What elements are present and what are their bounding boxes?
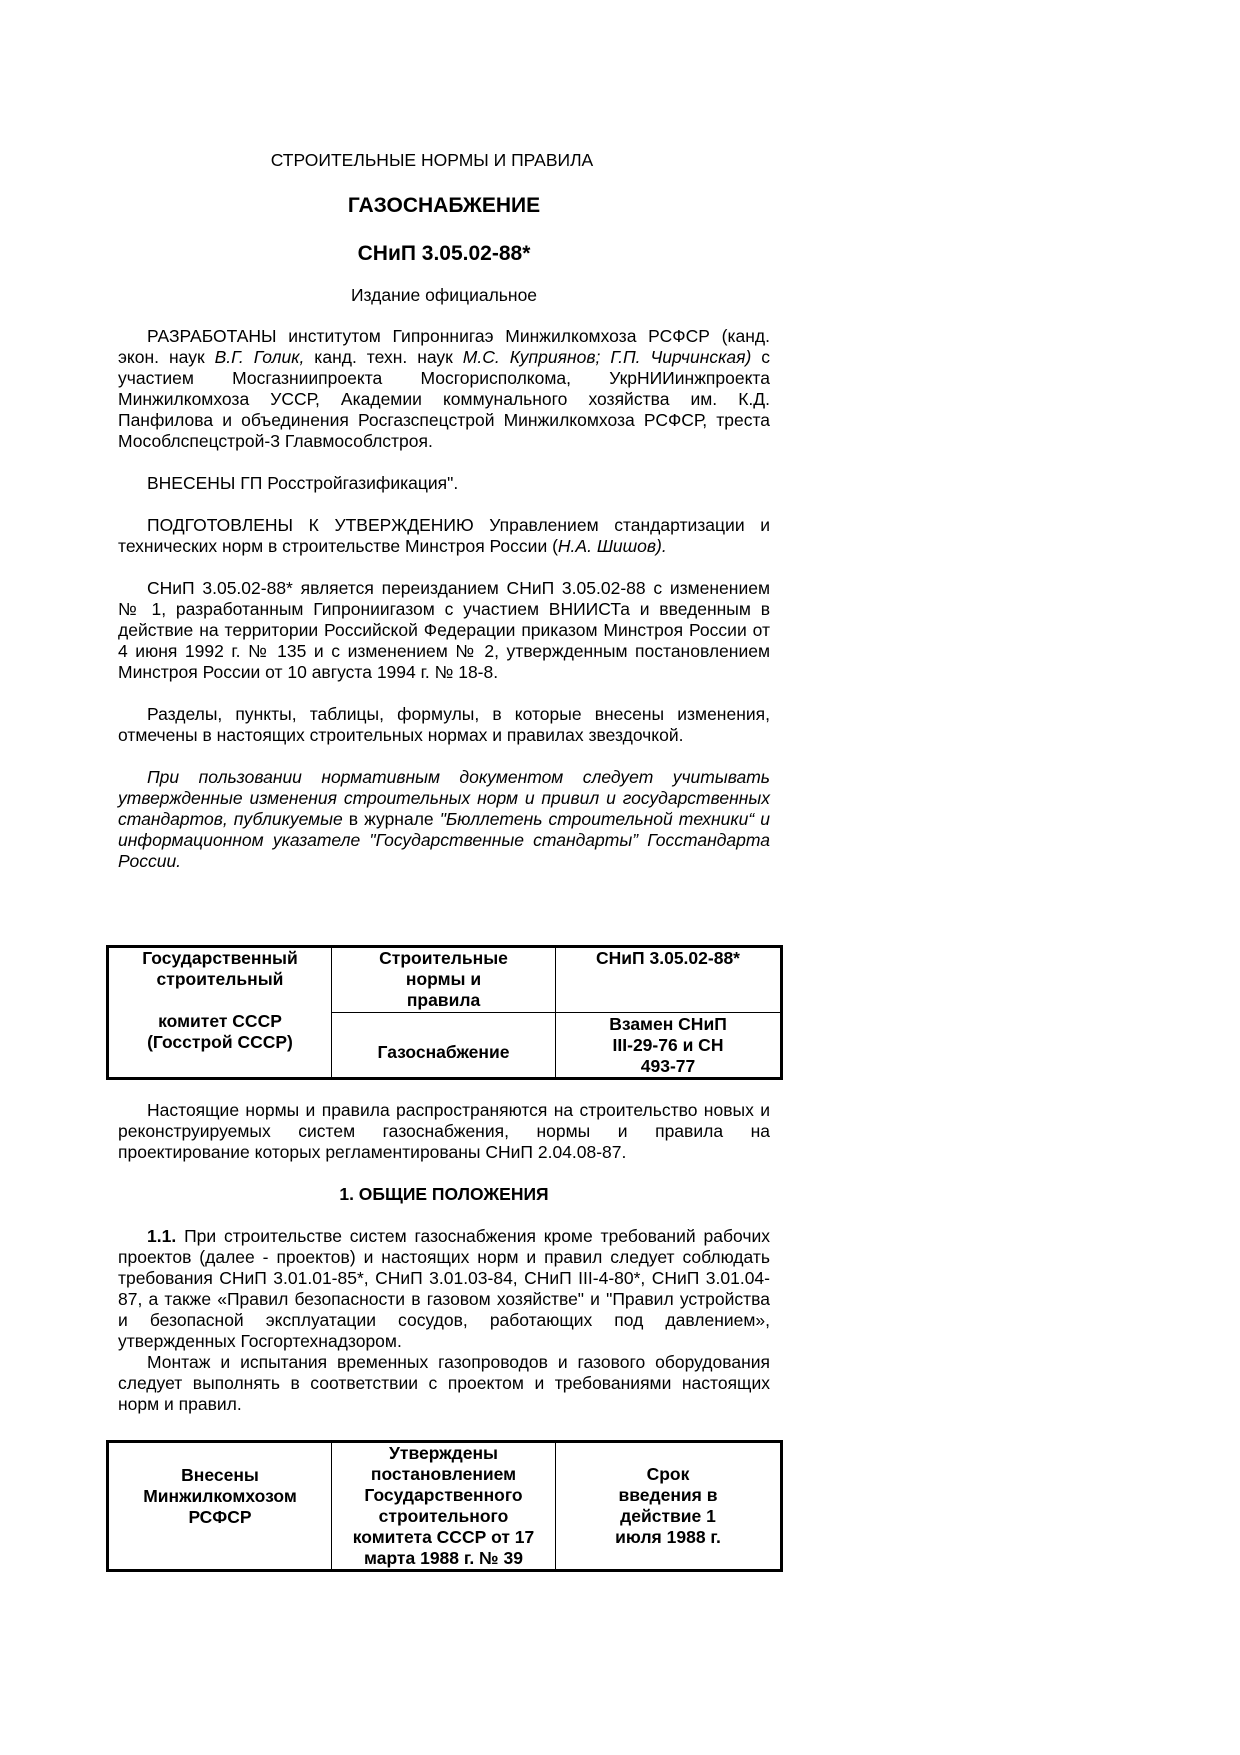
effective-date-text: Срок введения в действие 1 июля 1988 г. — [615, 1464, 721, 1547]
edition-note: Издание официальное — [350, 285, 538, 305]
clause-number: 1.1. — [147, 1226, 177, 1246]
sections-paragraph: Разделы, пункты, таблицы, формулы, в которые внесены изменения, отмечены в настоящих строительных нормах и правилах звездочкой. — [118, 704, 770, 745]
document-code: СНиП 3.05.02-88* — [357, 242, 531, 265]
preparer-name: Н.А. Шишов). — [557, 536, 667, 556]
prepared-paragraph — [118, 515, 770, 557]
prepared-lead: ПОДГОТОВЛЕНЫ К УТВЕРЖДЕНИЮ Управлением стандартизации и технических норм в строительстве Минстроя России ( — [118, 515, 770, 556]
scope-paragraph: Настоящие нормы и правила распространяются на строительство новых и реконструируемых систем газоснабжения, нормы и правила на проектирование которых регламентированы СНиП 2.04.08-87. — [118, 1100, 770, 1162]
issuer-cell-top: Государственный строительный — [142, 948, 298, 989]
document-title: ГАЗОСНАБЖЕНИЕ — [347, 194, 541, 217]
developed-lead: РАЗРАБОТАНЫ институтом Гипроннигаэ Минжилкомхоза РСФСР (канд. экон. наук — [118, 326, 770, 367]
developed-tail: с участием Мосгазниипроекта Мосгорисполкома, УкрНИИинжпроекта Минжилкомхоза УССР, Академии коммунального хозяйства им. К.Д. Панфилова и объединения Росгазспецстрой Минжилкомхоза РСФСР, треста Мособлспецстрой-3 Главмособлстроя. — [118, 347, 770, 451]
replaces-text: Взамен СНиП III-29-76 и СН 493-77 — [609, 1013, 727, 1076]
submitted-paragraph: ВНЕСЕНЫ ГП Росстройгазификация". — [147, 473, 459, 493]
title-block-table — [106, 945, 783, 1080]
subject-cell: Газоснабжение — [332, 1013, 556, 1079]
developer-name-1: В.Г. Голик, — [214, 347, 305, 367]
norms-type-cell — [332, 947, 556, 1013]
clause-text: При строительстве систем газоснабжения кроме требований рабочих проектов (далее - проектов) и настоящих норм и правил следует соблюдать требования СНиП 3.01.01-85*, СНиП 3.01.03-84, СНиП III-4-80*, СНиП 3.01.04-87, а также «Правил безопасности в газовом хозяйстве" и "Правил устройства и безопасной эксплуатации сосудов, работающих под давлением», утвержденных Госгортехнадзором. — [118, 1226, 770, 1351]
submitted-by-text: Внесены Минжилкомхозом РСФСР — [143, 1464, 297, 1527]
submitted-by-cell — [108, 1442, 332, 1571]
clause-1-1 — [118, 1226, 770, 1352]
clause-1-1-continuation: Монтаж и испытания временных газопроводов и газового оборудования следует выполнять в соответствии с проектом и требованиями настоящих норм и правил. — [118, 1352, 770, 1414]
standard-type-heading: СТРОИТЕЛЬНЫЕ НОРМЫ И ПРАВИЛА — [270, 150, 594, 170]
developer-name-2: М.С. Куприянов; Г.П. Чирчинская) — [462, 347, 752, 367]
issuer-cell-bottom: комитет СССР (Госстрой СССР) — [147, 1011, 293, 1052]
usage-lead: При пользовании нормативным документом следует учитывать утвержденные изменения строительных норм и привил и государственных стандартов, публикуемые — [118, 767, 770, 829]
document-body — [118, 150, 770, 872]
effective-date-cell — [556, 1442, 782, 1571]
scope-and-section-block — [118, 1100, 770, 1415]
approved-by-cell — [332, 1442, 556, 1571]
developed-paragraph — [118, 326, 770, 452]
replaces-cell — [556, 1013, 782, 1079]
code-cell: СНиП 3.05.02-88* — [556, 947, 782, 1013]
norms-type-text: Строительные нормы и правила — [379, 948, 508, 1010]
usage-paragraph — [118, 767, 770, 872]
usage-mid: в журнале — [342, 809, 440, 829]
usage-tail: "Бюллетень строительной техники“ и информационном указателе "Государственные стандарты” Госстандарта России. — [118, 809, 771, 871]
reissue-paragraph: СНиП 3.05.02-88* является переизданием СНиП 3.05.02-88 с изменением № 1, разработанным Гипрониигазом с участием ВНИИСТа и введенным в действие на территории Российской Федерации приказом Минстроя России от 4 июня 1992 г. № 135 и с изменением № 2, утвержденным постановлением Минстроя России от 10 августа 1994 г. № 18-8. — [118, 578, 770, 682]
approved-by-text: Утверждены постановлением Государственного строительного комитета СССР от 17 марта 1988 г. № 39 — [352, 1443, 535, 1568]
issuer-cell — [108, 947, 332, 1079]
approval-table — [106, 1440, 783, 1572]
developed-mid: канд. техн. наук — [304, 347, 463, 367]
section-1-title: 1. ОБЩИЕ ПОЛОЖЕНИЯ — [339, 1184, 549, 1204]
